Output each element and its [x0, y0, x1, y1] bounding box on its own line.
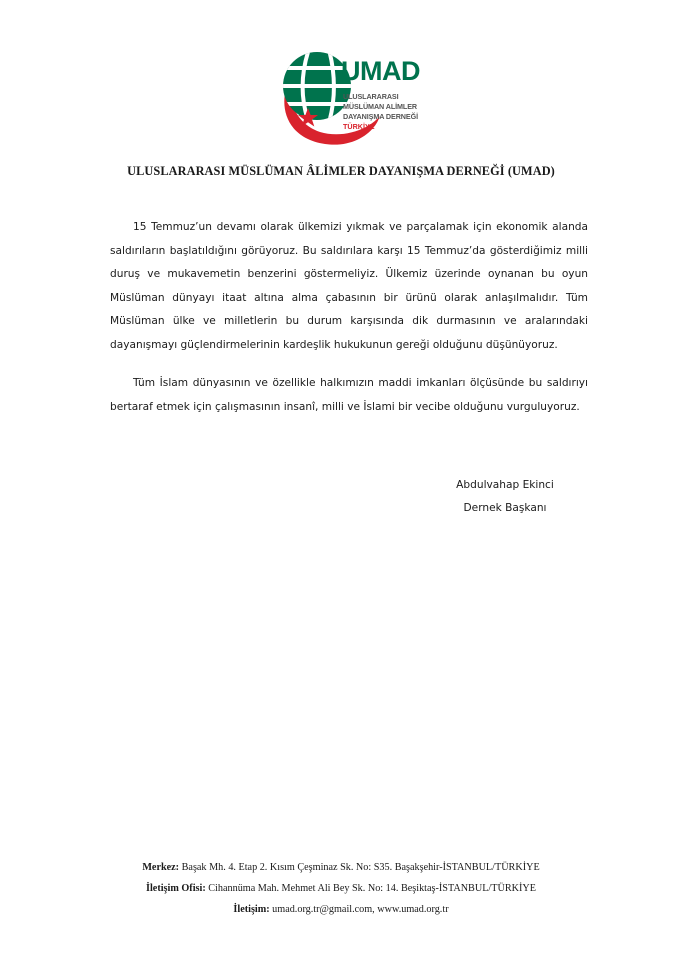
footer-contact	[0, 905, 682, 915]
footer-office-value: Cihannüma Mah. Mehmet Ali Bey Sk. No: 14. Beşiktaş-İSTANBUL/TÜRKİYE	[208, 883, 536, 894]
logo-line-1: ULUSLARARASI	[343, 92, 399, 101]
logo-wordmark: UMAD	[341, 56, 420, 86]
paragraph-2-text: Tüm İslam dünyasının ve özellikle halkımızın maddi imkanları ölçüsünde bu saldırıyı bertaraf etmek için çalışmasının insanî, milli ve İslami bir vecibe olduğunu vurguluyoruz.	[110, 377, 588, 413]
footer-hq-value: Başak Mh. 4. Etap 2. Kısım Çeşminaz Sk. No: S35. Başakşehir-İSTANBUL/TÜRKİYE	[181, 862, 540, 873]
footer-office	[0, 884, 682, 894]
footer-hq	[0, 863, 682, 873]
paragraph-1	[110, 216, 588, 357]
logo-country: TÜRKİYE	[343, 122, 375, 131]
document-title: ULUSLARARASI MÜSLÜMAN ÂLİMLER DAYANIŞMA DERNEĞİ (UMAD)	[127, 164, 555, 178]
paragraph-1-text: 15 Temmuz’un devamı olarak ülkemizi yıkmak ve parçalamak için ekonomik alanda saldırıların başlatıldığını görüyoruz. Bu saldırılara karşı 15 Temmuz’da gösterdiğimiz milli duruş ve mukavemetin benzerini göstermeliyiz. Ülkemiz üzerinde oynanan bu oyun Müslüman dünyayı itaat altına alma çabasının bir ürünü olarak anlaşılmalıdır. Tüm Müslüman ülke ve milletlerin bu durum karşısında dik durmasının ve aralarındaki dayanışmayı güçlendirmelerinin kardeşlik hukukunun gereği olduğunu düşünüyoruz.	[110, 221, 588, 351]
signature-name: Abdulvahap Ekinci	[456, 479, 554, 491]
signature-role: Dernek Başkanı	[463, 502, 547, 514]
footer-hq-label: Merkez:	[142, 862, 180, 873]
logo-line-2: MÜSLÜMAN ALİMLER	[343, 102, 417, 111]
paragraph-2	[110, 372, 588, 419]
footer-contact-value: umad.org.tr@gmail.com, www.umad.org.tr	[272, 904, 449, 915]
footer-contact-label: İletişim:	[233, 904, 270, 915]
logo-line-3: DAYANIŞMA DERNEĞİ	[343, 112, 418, 121]
footer-office-label: İletişim Ofisi:	[146, 883, 206, 894]
